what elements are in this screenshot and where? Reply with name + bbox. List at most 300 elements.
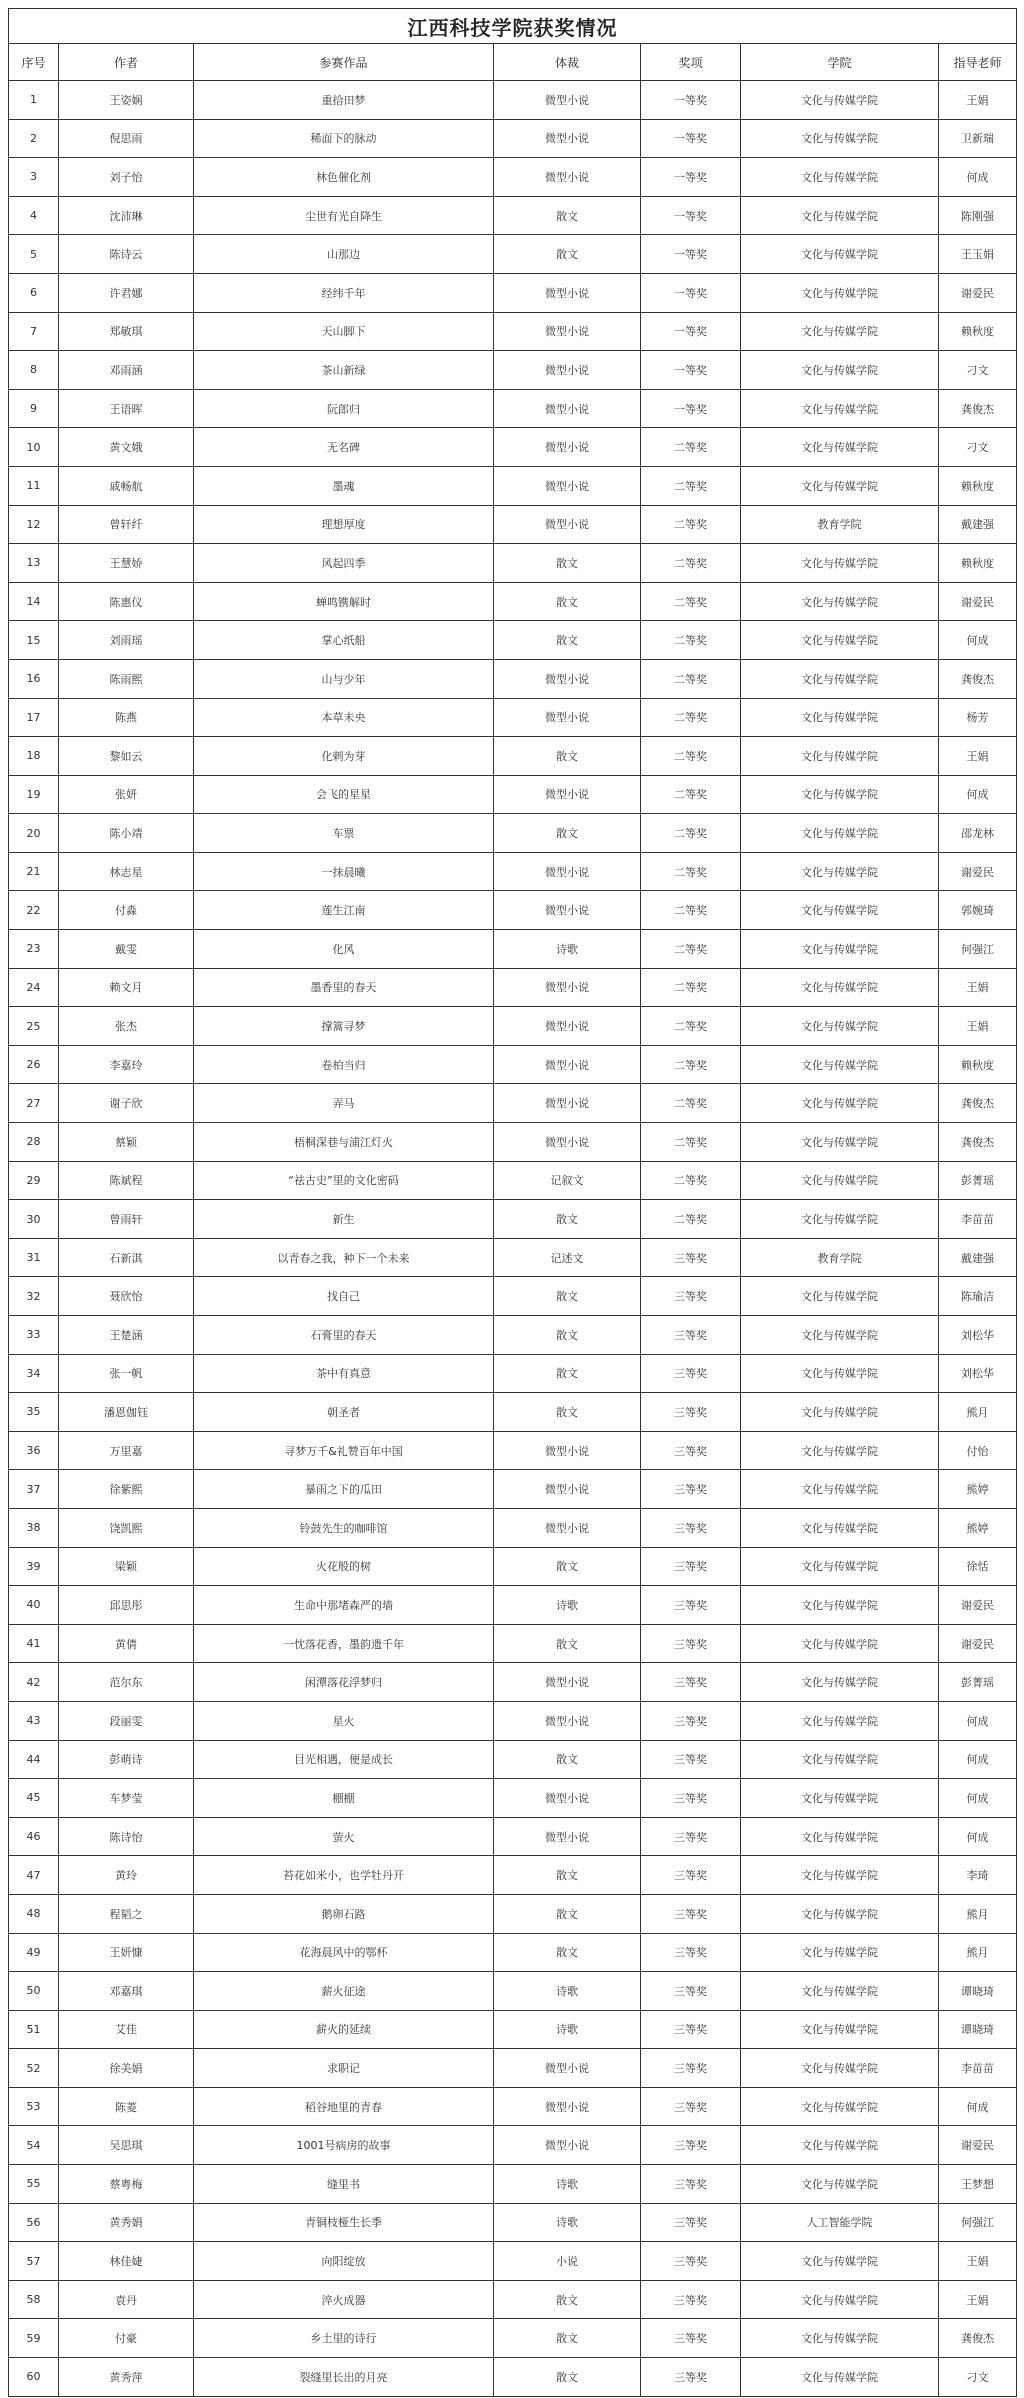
cell-index: 52	[9, 2049, 59, 2088]
cell-award: 三等奖	[641, 1586, 741, 1625]
cell-genre: 散文	[494, 814, 641, 853]
cell-author: 许君娜	[59, 273, 194, 312]
cell-award: 二等奖	[641, 891, 741, 930]
cell-advisor: 何成	[939, 1779, 1017, 1818]
cell-index: 8	[9, 351, 59, 390]
table-row	[9, 1354, 1017, 1393]
cell-college: 文化与传媒学院	[741, 1354, 939, 1393]
table-row	[9, 2126, 1017, 2165]
cell-advisor: 陈瑜洁	[939, 1277, 1017, 1316]
cell-genre: 微型小说	[494, 119, 641, 158]
cell-college: 文化与传媒学院	[741, 544, 939, 583]
cell-genre: 散文	[494, 737, 641, 776]
cell-author: 沈沛琳	[59, 196, 194, 235]
cell-award: 三等奖	[641, 2203, 741, 2242]
cell-work: 稀面下的脉动	[194, 119, 494, 158]
cell-author: 徐紫熙	[59, 1470, 194, 1509]
cell-genre: 微型小说	[494, 775, 641, 814]
cell-college: 文化与传媒学院	[741, 81, 939, 120]
cell-genre: 散文	[494, 1894, 641, 1933]
cell-author: 吴思琪	[59, 2126, 194, 2165]
cell-advisor: 谭晓琦	[939, 2010, 1017, 2049]
table-row	[9, 235, 1017, 274]
cell-author: 黄倩	[59, 1624, 194, 1663]
cell-author: 范尔东	[59, 1663, 194, 1702]
cell-genre: 微型小说	[494, 2087, 641, 2126]
cell-advisor: 赖秋度	[939, 466, 1017, 505]
cell-index: 34	[9, 1354, 59, 1393]
cell-work: 山那边	[194, 235, 494, 274]
cell-author: 车梦莹	[59, 1779, 194, 1818]
table-row	[9, 1007, 1017, 1046]
cell-college: 文化与传媒学院	[741, 814, 939, 853]
cell-work: 薪火征途	[194, 1972, 494, 2011]
cell-work: 无名碑	[194, 428, 494, 467]
cell-advisor: 陈刚强	[939, 196, 1017, 235]
cell-college: 文化与传媒学院	[741, 698, 939, 737]
cell-advisor: 王娟	[939, 737, 1017, 776]
cell-work: 寻梦万千&礼赞百年中国	[194, 1431, 494, 1470]
cell-college: 文化与传媒学院	[741, 2319, 939, 2358]
cell-award: 三等奖	[641, 1933, 741, 1972]
cell-advisor: 王娟	[939, 1007, 1017, 1046]
cell-award: 二等奖	[641, 775, 741, 814]
table-row	[9, 891, 1017, 930]
cell-award: 三等奖	[641, 1894, 741, 1933]
cell-index: 2	[9, 119, 59, 158]
cell-advisor: 何成	[939, 158, 1017, 197]
cell-advisor: 谢爱民	[939, 2126, 1017, 2165]
table-row	[9, 1470, 1017, 1509]
cell-author: 戚畅航	[59, 466, 194, 505]
cell-award: 二等奖	[641, 1007, 741, 1046]
cell-index: 41	[9, 1624, 59, 1663]
cell-author: 林志星	[59, 852, 194, 891]
cell-index: 30	[9, 1200, 59, 1239]
cell-genre: 散文	[494, 2280, 641, 2319]
cell-advisor: 王玉娟	[939, 235, 1017, 274]
cell-index: 22	[9, 891, 59, 930]
cell-index: 18	[9, 737, 59, 776]
cell-genre: 散文	[494, 1740, 641, 1779]
cell-index: 12	[9, 505, 59, 544]
cell-advisor: 赖秋度	[939, 544, 1017, 583]
cell-award: 一等奖	[641, 351, 741, 390]
cell-author: 梁颖	[59, 1547, 194, 1586]
cell-college: 文化与传媒学院	[741, 1972, 939, 2011]
cell-index: 23	[9, 930, 59, 969]
table-row	[9, 1856, 1017, 1895]
cell-genre: 微型小说	[494, 659, 641, 698]
cell-award: 一等奖	[641, 235, 741, 274]
cell-genre: 微型小说	[494, 1084, 641, 1123]
cell-index: 49	[9, 1933, 59, 1972]
table-row	[9, 814, 1017, 853]
cell-genre: 微型小说	[494, 891, 641, 930]
cell-author: 王楚涵	[59, 1316, 194, 1355]
cell-genre: 微型小说	[494, 1663, 641, 1702]
cell-index: 35	[9, 1393, 59, 1432]
cell-college: 教育学院	[741, 505, 939, 544]
cell-college: 文化与传媒学院	[741, 1277, 939, 1316]
cell-index: 31	[9, 1238, 59, 1277]
cell-work: 暴雨之下的瓜田	[194, 1470, 494, 1509]
cell-award: 二等奖	[641, 968, 741, 1007]
cell-advisor: 谢爱民	[939, 273, 1017, 312]
cell-index: 20	[9, 814, 59, 853]
cell-author: 黎如云	[59, 737, 194, 776]
header-author: 作者	[59, 44, 194, 81]
cell-index: 25	[9, 1007, 59, 1046]
cell-college: 文化与传媒学院	[741, 1508, 939, 1547]
cell-author: 曾轩纤	[59, 505, 194, 544]
cell-college: 文化与传媒学院	[741, 389, 939, 428]
cell-index: 28	[9, 1123, 59, 1162]
cell-advisor: 何强江	[939, 2203, 1017, 2242]
cell-college: 文化与传媒学院	[741, 2358, 939, 2397]
cell-college: 文化与传媒学院	[741, 1007, 939, 1046]
cell-genre: 散文	[494, 2319, 641, 2358]
cell-advisor: 彭菁瑶	[939, 1663, 1017, 1702]
cell-work: 朝圣者	[194, 1393, 494, 1432]
cell-author: 戴雯	[59, 930, 194, 969]
cell-index: 10	[9, 428, 59, 467]
cell-author: 段丽雯	[59, 1701, 194, 1740]
cell-work: 化剌为芽	[194, 737, 494, 776]
table-row	[9, 930, 1017, 969]
cell-index: 24	[9, 968, 59, 1007]
cell-author: 万里嘉	[59, 1431, 194, 1470]
cell-advisor: 刘松华	[939, 1354, 1017, 1393]
cell-award: 三等奖	[641, 1779, 741, 1818]
cell-award: 三等奖	[641, 1431, 741, 1470]
cell-award: 三等奖	[641, 2049, 741, 2088]
cell-college: 文化与传媒学院	[741, 1084, 939, 1123]
table-row	[9, 582, 1017, 621]
table-row	[9, 2010, 1017, 2049]
cell-genre: 散文	[494, 196, 641, 235]
cell-author: 王慧娇	[59, 544, 194, 583]
table-row	[9, 1084, 1017, 1123]
cell-work: 淬火成器	[194, 2280, 494, 2319]
cell-work: 棚棚	[194, 1779, 494, 1818]
cell-index: 60	[9, 2358, 59, 2397]
cell-genre: 散文	[494, 621, 641, 660]
cell-advisor: 刁文	[939, 2358, 1017, 2397]
cell-genre: 散文	[494, 1933, 641, 1972]
cell-college: 文化与传媒学院	[741, 119, 939, 158]
cell-author: 徐美娟	[59, 2049, 194, 2088]
cell-author: 刘子怡	[59, 158, 194, 197]
cell-author: 倪思雨	[59, 119, 194, 158]
cell-advisor: 赖秋度	[939, 312, 1017, 351]
cell-index: 38	[9, 1508, 59, 1547]
cell-index: 46	[9, 1817, 59, 1856]
header-row	[9, 44, 1017, 81]
cell-work: 卷柏当归	[194, 1045, 494, 1084]
cell-college: 文化与传媒学院	[741, 1200, 939, 1239]
cell-award: 二等奖	[641, 621, 741, 660]
cell-index: 1	[9, 81, 59, 120]
cell-author: 邓嘉琪	[59, 1972, 194, 2011]
table-row	[9, 2319, 1017, 2358]
table-row	[9, 312, 1017, 351]
cell-work: 乡土里的诗行	[194, 2319, 494, 2358]
cell-advisor: 王梦想	[939, 2165, 1017, 2204]
cell-index: 45	[9, 1779, 59, 1818]
cell-index: 3	[9, 158, 59, 197]
cell-advisor: 谢爱民	[939, 582, 1017, 621]
cell-index: 43	[9, 1701, 59, 1740]
cell-author: 潘恩伽钰	[59, 1393, 194, 1432]
cell-advisor: 王娟	[939, 81, 1017, 120]
cell-genre: 微型小说	[494, 1508, 641, 1547]
cell-work: 车票	[194, 814, 494, 853]
cell-college: 文化与传媒学院	[741, 2242, 939, 2281]
cell-award: 三等奖	[641, 2358, 741, 2397]
cell-advisor: 杨芳	[939, 698, 1017, 737]
cell-work: 风起四季	[194, 544, 494, 583]
cell-college: 文化与传媒学院	[741, 891, 939, 930]
table-row	[9, 1277, 1017, 1316]
table-row	[9, 1123, 1017, 1162]
cell-index: 59	[9, 2319, 59, 2358]
cell-author: 陈菱	[59, 2087, 194, 2126]
cell-college: 文化与传媒学院	[741, 1316, 939, 1355]
cell-index: 16	[9, 659, 59, 698]
cell-work: 化风	[194, 930, 494, 969]
cell-work: 缝里书	[194, 2165, 494, 2204]
cell-work: 闲潭落花浮梦归	[194, 1663, 494, 1702]
cell-award: 三等奖	[641, 1701, 741, 1740]
cell-work: 裂缝里长出的月亮	[194, 2358, 494, 2397]
cell-award: 一等奖	[641, 389, 741, 428]
cell-author: 曾雨轩	[59, 1200, 194, 1239]
cell-advisor: 龚俊杰	[939, 1084, 1017, 1123]
cell-work: 梧桐深巷与浦江灯火	[194, 1123, 494, 1162]
cell-award: 三等奖	[641, 2319, 741, 2358]
cell-index: 14	[9, 582, 59, 621]
cell-genre: 微型小说	[494, 1431, 641, 1470]
cell-author: 陈惠仪	[59, 582, 194, 621]
table-row	[9, 1393, 1017, 1432]
cell-advisor: 邵龙林	[939, 814, 1017, 853]
cell-genre: 微型小说	[494, 81, 641, 120]
cell-college: 文化与传媒学院	[741, 2280, 939, 2319]
cell-author: 彭萌诗	[59, 1740, 194, 1779]
cell-author: 陈斌程	[59, 1161, 194, 1200]
cell-advisor: 李琦	[939, 1856, 1017, 1895]
table-row	[9, 81, 1017, 120]
cell-award: 一等奖	[641, 158, 741, 197]
cell-work: 一抹晨曦	[194, 852, 494, 891]
cell-index: 19	[9, 775, 59, 814]
cell-work: 经纬千年	[194, 273, 494, 312]
cell-index: 7	[9, 312, 59, 351]
cell-college: 文化与传媒学院	[741, 312, 939, 351]
cell-genre: 散文	[494, 582, 641, 621]
cell-work: 会飞的星星	[194, 775, 494, 814]
cell-author: 张一帆	[59, 1354, 194, 1393]
cell-genre: 微型小说	[494, 1045, 641, 1084]
cell-college: 文化与传媒学院	[741, 2087, 939, 2126]
table-row	[9, 659, 1017, 698]
table-row	[9, 1547, 1017, 1586]
table-row	[9, 968, 1017, 1007]
cell-work: 一忱落花香，墨韵遗千年	[194, 1624, 494, 1663]
cell-index: 21	[9, 852, 59, 891]
cell-college: 文化与传媒学院	[741, 2126, 939, 2165]
table-row	[9, 2165, 1017, 2204]
cell-work: 莲生江南	[194, 891, 494, 930]
header-work: 参赛作品	[194, 44, 494, 81]
cell-advisor: 李苗苗	[939, 1200, 1017, 1239]
cell-author: 陈燕	[59, 698, 194, 737]
cell-award: 三等奖	[641, 1470, 741, 1509]
cell-index: 53	[9, 2087, 59, 2126]
cell-award: 三等奖	[641, 1740, 741, 1779]
cell-college: 文化与传媒学院	[741, 737, 939, 776]
cell-advisor: 龚俊杰	[939, 389, 1017, 428]
cell-advisor: 谭晓琦	[939, 1972, 1017, 2011]
cell-work: 石膏里的春天	[194, 1316, 494, 1355]
table-row	[9, 1779, 1017, 1818]
table-row	[9, 2203, 1017, 2242]
cell-college: 文化与传媒学院	[741, 930, 939, 969]
cell-genre: 诗歌	[494, 1586, 641, 1625]
cell-college: 文化与传媒学院	[741, 351, 939, 390]
table-row	[9, 2358, 1017, 2397]
cell-advisor: 熊月	[939, 1894, 1017, 1933]
cell-index: 42	[9, 1663, 59, 1702]
cell-college: 文化与传媒学院	[741, 1547, 939, 1586]
cell-college: 文化与传媒学院	[741, 1933, 939, 1972]
cell-index: 27	[9, 1084, 59, 1123]
cell-index: 50	[9, 1972, 59, 2011]
cell-genre: 诗歌	[494, 2203, 641, 2242]
cell-genre: 微型小说	[494, 1779, 641, 1818]
cell-work: 茶山新绿	[194, 351, 494, 390]
cell-work: 撑篙寻梦	[194, 1007, 494, 1046]
cell-author: 袁丹	[59, 2280, 194, 2319]
table-row	[9, 196, 1017, 235]
cell-college: 文化与传媒学院	[741, 1470, 939, 1509]
cell-award: 三等奖	[641, 2242, 741, 2281]
cell-genre: 微型小说	[494, 2126, 641, 2165]
cell-work: 向阳绽放	[194, 2242, 494, 2281]
table-row	[9, 2242, 1017, 2281]
cell-award: 三等奖	[641, 1316, 741, 1355]
cell-index: 44	[9, 1740, 59, 1779]
table-row	[9, 1663, 1017, 1702]
cell-author: 王姿娴	[59, 81, 194, 120]
table-row	[9, 505, 1017, 544]
award-table	[8, 8, 1017, 2397]
cell-genre: 微型小说	[494, 1701, 641, 1740]
table-row	[9, 1431, 1017, 1470]
table-row	[9, 775, 1017, 814]
cell-genre: 散文	[494, 1624, 641, 1663]
cell-college: 文化与传媒学院	[741, 196, 939, 235]
cell-author: 饶凯熙	[59, 1508, 194, 1547]
table-row	[9, 119, 1017, 158]
cell-college: 文化与传媒学院	[741, 2010, 939, 2049]
cell-college: 文化与传媒学院	[741, 852, 939, 891]
cell-award: 三等奖	[641, 1624, 741, 1663]
cell-award: 二等奖	[641, 428, 741, 467]
cell-work: 目光相遇，便是成长	[194, 1740, 494, 1779]
cell-college: 文化与传媒学院	[741, 466, 939, 505]
cell-advisor: 彭菁瑶	[939, 1161, 1017, 1200]
cell-advisor: 熊婷	[939, 1508, 1017, 1547]
cell-award: 三等奖	[641, 2010, 741, 2049]
cell-award: 三等奖	[641, 1277, 741, 1316]
table-row	[9, 351, 1017, 390]
cell-award: 三等奖	[641, 1238, 741, 1277]
cell-award: 三等奖	[641, 2280, 741, 2319]
cell-award: 二等奖	[641, 737, 741, 776]
cell-genre: 诗歌	[494, 930, 641, 969]
table-row	[9, 428, 1017, 467]
table-row	[9, 389, 1017, 428]
cell-work: 天山脚下	[194, 312, 494, 351]
cell-advisor: 郭婉琦	[939, 891, 1017, 930]
cell-work: 萤火	[194, 1817, 494, 1856]
cell-college: 文化与传媒学院	[741, 1624, 939, 1663]
cell-advisor: 何成	[939, 775, 1017, 814]
cell-work: 新生	[194, 1200, 494, 1239]
cell-work: 本草未央	[194, 698, 494, 737]
cell-award: 三等奖	[641, 1817, 741, 1856]
cell-advisor: 龚俊杰	[939, 2319, 1017, 2358]
cell-genre: 微型小说	[494, 389, 641, 428]
cell-work: 以青春之我，种下一个未来	[194, 1238, 494, 1277]
cell-index: 40	[9, 1586, 59, 1625]
cell-genre: 微型小说	[494, 312, 641, 351]
cell-award: 三等奖	[641, 2126, 741, 2165]
cell-award: 一等奖	[641, 273, 741, 312]
cell-genre: 微型小说	[494, 158, 641, 197]
cell-college: 文化与传媒学院	[741, 2049, 939, 2088]
cell-author: 聂欣怡	[59, 1277, 194, 1316]
cell-award: 三等奖	[641, 1663, 741, 1702]
cell-author: 黄秀萍	[59, 2358, 194, 2397]
cell-advisor: 王娟	[939, 2280, 1017, 2319]
cell-advisor: 熊月	[939, 1933, 1017, 1972]
cell-award: 三等奖	[641, 1547, 741, 1586]
cell-advisor: 戴建强	[939, 1238, 1017, 1277]
cell-college: 文化与传媒学院	[741, 158, 939, 197]
cell-work: 墨魂	[194, 466, 494, 505]
header-college: 学院	[741, 44, 939, 81]
cell-advisor: 龚俊杰	[939, 1123, 1017, 1162]
cell-genre: 微型小说	[494, 428, 641, 467]
table-row	[9, 1933, 1017, 1972]
table-row	[9, 544, 1017, 583]
cell-work: 青铜枝桠生长季	[194, 2203, 494, 2242]
cell-author: 蔡粤梅	[59, 2165, 194, 2204]
cell-award: 二等奖	[641, 698, 741, 737]
table-row	[9, 1508, 1017, 1547]
cell-genre: 散文	[494, 1856, 641, 1895]
cell-work: 苔花如米小，也学牡丹开	[194, 1856, 494, 1895]
cell-author: 黄文娥	[59, 428, 194, 467]
table-row	[9, 621, 1017, 660]
cell-college: 文化与传媒学院	[741, 1894, 939, 1933]
cell-work: 火花般的树	[194, 1547, 494, 1586]
cell-index: 6	[9, 273, 59, 312]
cell-index: 56	[9, 2203, 59, 2242]
